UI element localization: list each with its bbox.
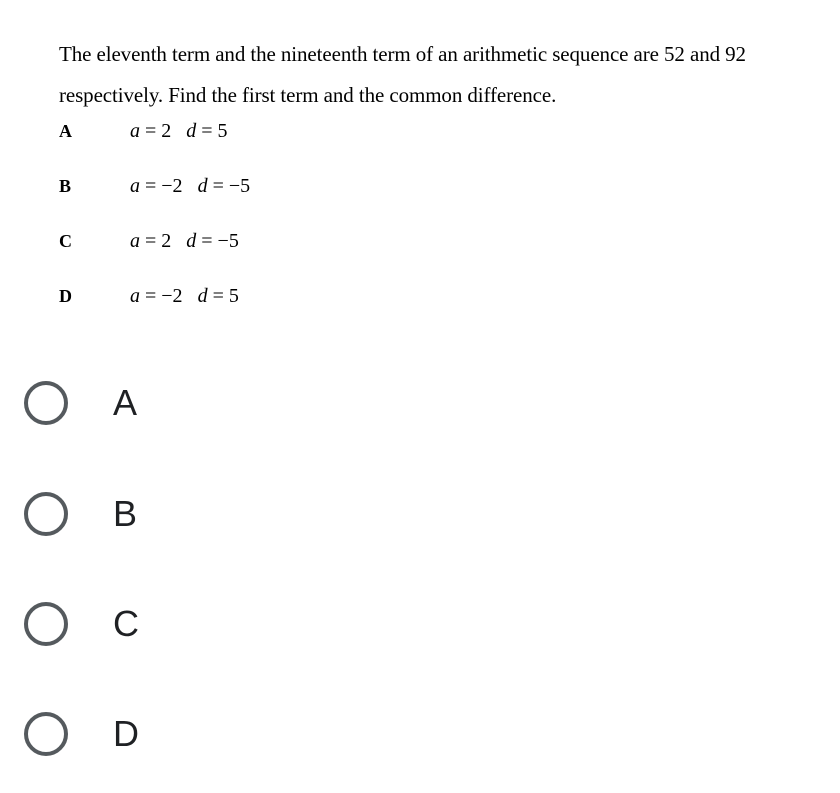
option-formula: a = −2 d = 5 <box>130 284 239 307</box>
option-letter: B <box>59 175 72 196</box>
option-formula: a = 2 d = −5 <box>130 229 239 252</box>
option-formula: a = −2 d = −5 <box>130 174 251 197</box>
radio-button-icon[interactable] <box>24 602 68 646</box>
radio-button-icon[interactable] <box>24 492 68 536</box>
choice-label: A <box>113 382 138 423</box>
option-formula: a = 2 d = 5 <box>130 119 228 142</box>
choice-label: B <box>113 493 138 534</box>
choice-label: C <box>113 603 139 644</box>
question-text: The eleventh term and the nineteenth term of an arithmetic sequence are 52 and 92 respectively. Find the first term and the common difference. <box>59 42 746 107</box>
choice-label: D <box>113 713 139 754</box>
radio-button-icon[interactable] <box>24 712 68 756</box>
option-letter: C <box>59 230 72 251</box>
choice-c[interactable] <box>24 596 284 652</box>
choice-b[interactable] <box>24 486 284 542</box>
option-letter: D <box>59 285 72 306</box>
radio-button-icon[interactable] <box>24 381 68 425</box>
option-letter: A <box>59 120 72 141</box>
choice-a[interactable] <box>24 375 284 431</box>
choice-d[interactable] <box>24 706 284 762</box>
